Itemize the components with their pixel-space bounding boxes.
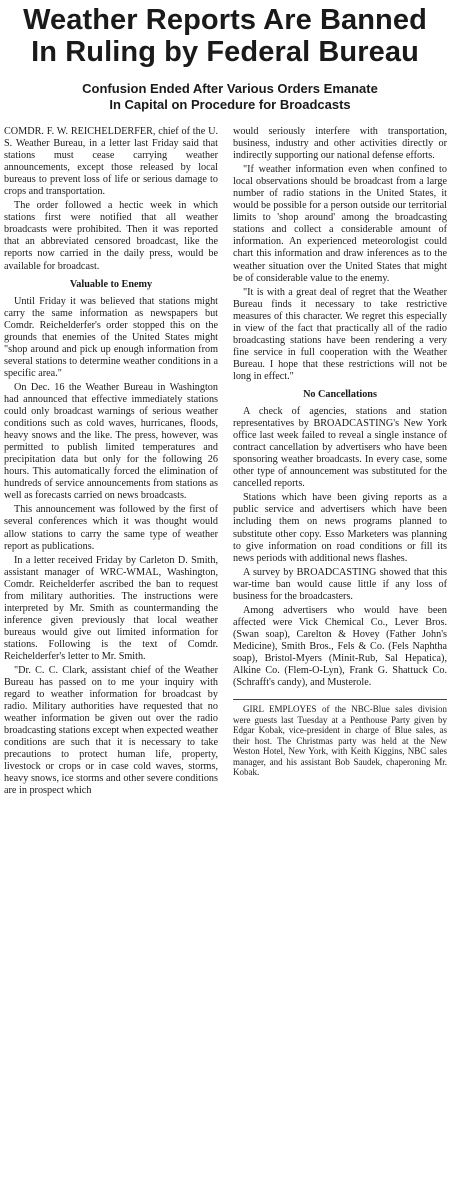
caption-divider bbox=[233, 699, 447, 700]
deck-line-2: In Capital on Procedure for Broadcasts bbox=[109, 97, 351, 112]
article-paragraph: "It is with a great deal of regret that the Weather Bureau finds it necessary to take restrictive measures of this character. We regret this especially in view of the fact that practically all of the radio broadcasting stations have been rendering a very fine service in full cooperation with the Weather Bureau. I hope that these restrictions will not be long in effect." bbox=[233, 286, 447, 382]
right-column bbox=[233, 126, 447, 780]
article-paragraph: This announcement was followed by the first of several conferences which it was thought would allow stations to carry the same type of weather report as publications. bbox=[4, 504, 218, 552]
left-column bbox=[4, 126, 218, 800]
article-paragraph: Stations which have been giving reports as a public service and advertisers which have been including them on news programs planned to substitute other copy. Esso Marketers was planning to give information on road conditions or fill its news periods with additional news flashes. bbox=[233, 492, 447, 564]
photo-caption: GIRL EMPLOYES of the NBC-Blue sales division were guests last Tuesday at a Penthouse Party given by Edgar Kobak, vice-president in charge of Blue sales, as their host. The Christmas party was held at the New Weston Hotel, New York, with Keith Kiggins, NBC sales manager, and his assistant Bob Saudek, chaperoning Mr. Kobak. bbox=[233, 704, 447, 778]
section-subhead: Valuable to Enemy bbox=[69, 278, 153, 290]
article-paragraph: A check of agencies, stations and station representatives by BROADCASTING's New York office last week failed to reveal a single instance of contract cancellation by advertisers who have been sponsoring weather broadcasts. In every case, some other type of announcement was substituted for the cancelled reports. bbox=[233, 406, 447, 490]
headline-line-1: Weather Reports Are Banned bbox=[23, 4, 427, 36]
article-paragraph: Until Friday it was believed that stations might carry the same information as newspapers but Comdr. Reichelderfer's order stopped this on the grounds that enemies of the United States might "shop around and pick up enough information from several stations to determine weather conditions in a specific area." bbox=[4, 295, 218, 379]
article-paragraph: On Dec. 16 the Weather Bureau in Washington had announced that effective immediately stations could only broadcast warnings of serious weather conditions such as cold waves, hurricanes, floods, heavy snows and the like. The press, however, was permitted to publish limited temperatures and precipitation data but only for the following 26 hours. This automatically forced the elimination of hundreds of service announcements from stations as well as forecasts carried on news broadcasts. bbox=[4, 381, 218, 502]
headline-line-2: In Ruling by Federal Bureau bbox=[31, 36, 419, 68]
article-paragraph: The order followed a hectic week in which stations first were notified that all weather broadcasts were prohibited. Then it was reported that an abbreviated censored broadcast, like the reports now carried in the daily press, would be available for broadcast. bbox=[4, 200, 218, 272]
article-paragraph: A survey by BROADCASTING showed that this war-time ban would cause little if any loss of business for the broadcasters. bbox=[233, 566, 447, 602]
deck-line-1: Confusion Ended After Various Orders Emanate bbox=[82, 81, 378, 96]
article-paragraph: "Dr. C. C. Clark, assistant chief of the Weather Bureau has passed on to me your inquiry with regard to weather information for broadcast by radio. Military authorities have requested that no weather information be given out over the radio broadcasting stations except when expected weather conditions are such that it is necessary to take precautions to protect human life, property, livestock or crops or in case cold waves, storms, heavy snows, ice storms and other severe conditions are in prospect which bbox=[4, 665, 218, 797]
article-paragraph: In a letter received Friday by Carleton D. Smith, assistant manager of WRC-WMAL, Washington, Comdr. Reichelderfer ascribed the ban to request from military authorities. The instructions were interpreted by Mr. Smith as countermanding the inference given previously that local weather bureaus would give out limited information for stations. Following is the text of Comdr. Reichelderfer's letter to Mr. Smith. bbox=[4, 554, 218, 662]
subheadline-deck bbox=[20, 81, 440, 113]
headline bbox=[0, 4, 450, 68]
article-paragraph: "If weather information even when confined to local observations should be broadcast from a large number of radio stations in the United States, it would be possible for a person outside our territorial limits to 'shop around' among the broadcasting stations and collect a considerable amount of information. An experienced meteorologist could chart this information and draw inferences as to the weather situation over the United States that might be of considerable value to the enemy. bbox=[233, 164, 447, 284]
article-paragraph: Among advertisers who would have been affected were Vick Chemical Co., Lever Bros. (Swan soap), Carelton & Hovey (Father John's Medicine), Smith Bros., Fels & Co. (Fels Naphtha soap), Bristol-Myers (Minit-Rub, Sal Hepatica), Alkine Co. (Flem-O-Lyn), Frank G. Shattuck Co. (Schrafft's candy), and Musterole. bbox=[233, 604, 447, 689]
article-paragraph: COMDR. F. W. REICHELDERFER, chief of the U. S. Weather Bureau, in a letter last Friday said that stations must cease carrying weather announcements, except those released by local bureaus to prevent loss of life or serious damage to crops and transportation. bbox=[4, 126, 218, 198]
article-paragraph: would seriously interfere with transportation, business, industry and other activities directly or indirectly supporting our national defense efforts. bbox=[233, 126, 447, 162]
section-subhead: No Cancellations bbox=[303, 388, 377, 400]
